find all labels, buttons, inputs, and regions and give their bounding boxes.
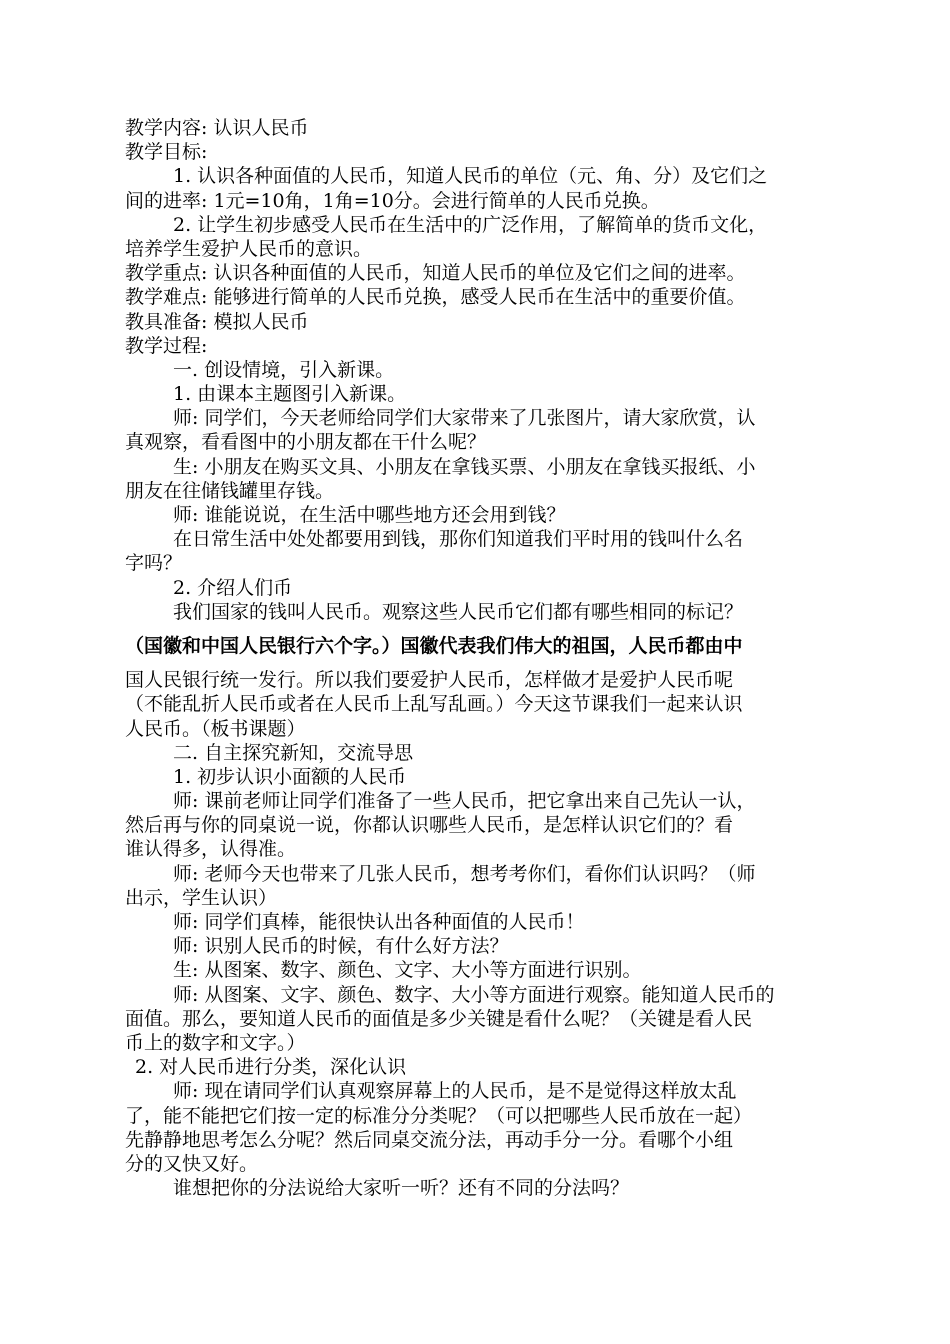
text-line: 师: 同学们，今天老师给同学们大家带来了几张图片，请大家欣赏，认 bbox=[173, 407, 756, 430]
text-line: 币上的数字和文字。） bbox=[125, 1031, 306, 1054]
text-line: （不能乱折人民币或者在人民币上乱写乱画。）今天这节课我们一起来认识 bbox=[125, 693, 743, 716]
text-line: 1. 初步认识小面额的人民币 bbox=[173, 765, 407, 788]
text-line: 我们国家的钱叫人民币。观察这些人民币它们都有哪些相同的标记？ bbox=[173, 600, 744, 623]
text-line: 谁想把你的分法说给大家听一听？还有不同的分法吗？ bbox=[173, 1177, 630, 1200]
text-line: 师: 同学们真棒，能很快认出各种面值的人民币！ bbox=[173, 911, 585, 933]
text-line: 然后再与你的同桌说一说，你都认识哪些人民币，是怎样认识它们的？看 bbox=[125, 814, 734, 837]
text-line: 分的又快又好。 bbox=[125, 1152, 259, 1175]
text-line: 人民币。（板书课题） bbox=[125, 717, 306, 740]
text-line: 培养学生爱护人民币的意识。 bbox=[125, 237, 373, 260]
text-line: 1. 由课本主题图引入新课。 bbox=[173, 383, 407, 406]
lesson-plan-text bbox=[125, 116, 845, 1200]
text-line: 1. 认识各种面值的人民币，知道人民币的单位（元、角、分）及它们之 bbox=[173, 165, 768, 188]
text-line: 教学内容: 认识人民币 bbox=[125, 117, 309, 139]
text-line: 教学难点: 能够进行简单的人民币兑换，感受人民币在生活中的重要价值。 bbox=[125, 286, 746, 309]
text-line: 间的进率: 1元=10角，1角=10分。会进行简单的人民币兑换。 bbox=[125, 189, 660, 212]
text-line: 教学过程: bbox=[125, 334, 208, 357]
text-line: 字吗？ bbox=[125, 552, 183, 575]
text-line: 国人民银行统一发行。所以我们要爱护人民币，怎样做才是爱护人民币呢 bbox=[125, 669, 734, 692]
text-line: 2. 介绍人们币 bbox=[173, 576, 293, 599]
text-line: 面值。那么，要知道人民币的面值是多少关键是看什么呢？（关键是看人民 bbox=[125, 1007, 753, 1030]
text-line: 教具准备: 模拟人民币 bbox=[125, 310, 309, 333]
text-line: 师: 现在请同学们认真观察屏幕上的人民币，是不是觉得这样放太乱 bbox=[173, 1080, 737, 1103]
text-line: 师: 谁能说说，在生活中哪些地方还会用到钱？ bbox=[173, 504, 566, 526]
text-line: 师: 从图案、文字、颜色、数字、大小等方面进行观察。能知道人民币的 bbox=[173, 983, 775, 1006]
text-line: 在日常生活中处处都要用到钱，那你们知道我们平时用的钱叫什么名 bbox=[173, 528, 744, 551]
text-line: 教学重点: 认识各种面值的人民币，知道人民币的单位及它们之间的进率。 bbox=[125, 262, 746, 285]
text-line: 一. 创设情境，引入新课。 bbox=[173, 358, 395, 381]
text-line: 2. 对人民币进行分类，深化认识 bbox=[135, 1056, 407, 1079]
text-line: 师: 课前老师让同学们准备了一些人民币，把它拿出来自己先认一认， bbox=[173, 790, 756, 813]
text-line: 生: 从图案、数字、颜色、文字、大小等方面进行识别。 bbox=[173, 959, 642, 982]
text-line: 出示，学生认识） bbox=[125, 886, 278, 909]
text-line: 师: 老师今天也带来了几张人民币，想考考你们，看你们认识吗？（师 bbox=[173, 862, 756, 885]
text-line: 了，能不能把它们按一定的标准分分类呢？（可以把哪些人民币放在一起） bbox=[125, 1104, 753, 1127]
text-line: 2. 让学生初步感受人民币在生活中的广泛作用，了解简单的货币文化， bbox=[173, 213, 768, 236]
text-line: 先静静地思考怎么分呢？然后同桌交流分法，再动手分一分。看哪个小组 bbox=[125, 1128, 734, 1151]
text-line: 教学目标: bbox=[125, 141, 208, 164]
text-line: 真观察，看看图中的小朋友都在干什么呢？ bbox=[125, 431, 487, 454]
text-line: （国徽和中国人民银行六个字。）国徽代表我们伟大的祖国，人民币都由中 bbox=[125, 634, 743, 657]
text-line: 生: 小朋友在购买文具、小朋友在拿钱买票、小朋友在拿钱买报纸、小 bbox=[173, 455, 756, 478]
text-line: 师: 识别人民币的时候，有什么好方法？ bbox=[173, 935, 509, 958]
text-line: 二. 自主探究新知，交流导思 bbox=[173, 741, 414, 764]
text-line: 谁认得多，认得准。 bbox=[125, 838, 297, 861]
text-line: 朋友在往储钱罐里存钱。 bbox=[125, 479, 335, 502]
